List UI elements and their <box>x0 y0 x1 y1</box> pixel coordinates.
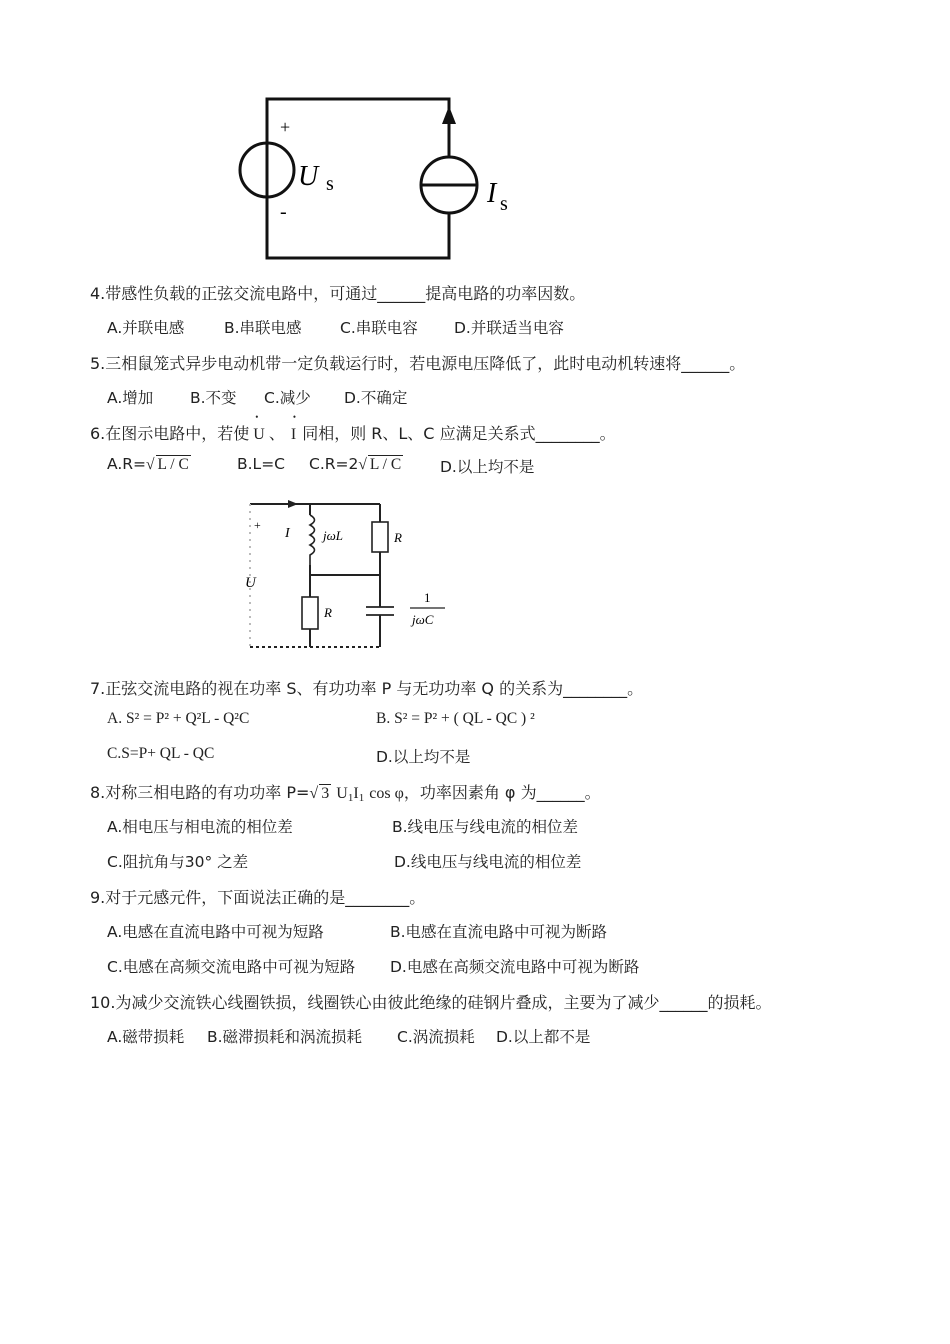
capacitor-denominator: jωC <box>412 612 434 627</box>
q8-radicand: 3 <box>321 785 330 802</box>
sqrt-sign: √ <box>358 456 367 473</box>
q6-stem-pre: 6.在图示电路中，若使 <box>90 424 250 443</box>
is-subscript: s <box>500 193 508 215</box>
q6-option-a-prefix: A.R= <box>107 455 147 473</box>
q8-option-c[interactable]: C.阻抗角与30° 之差 <box>107 853 249 871</box>
q4-option-a[interactable]: A.并联电感 <box>107 319 185 337</box>
u-phasor: • U <box>253 426 265 443</box>
question-9-stem: 9.对于元感元件，下面说法正确的是________。 <box>90 888 426 907</box>
circuit-diagram-1 <box>230 90 530 270</box>
q6-option-c-prefix: C.R=2 <box>309 455 359 473</box>
resistor-top <box>372 522 388 552</box>
question-5-stem: 5.三相鼠笼式异步电动机带一定负载运行时，若电源电压降低了，此时电动机转速将______。 <box>90 354 746 373</box>
q8-cos: cos φ <box>369 785 404 802</box>
q8-current-sub: 1 <box>358 792 365 804</box>
q6-option-a-radicand: L / C <box>157 456 189 473</box>
q8-voltage: U <box>336 785 348 802</box>
q8-stem-pre: 8.对称三相电路的有功功率 P= <box>90 783 310 802</box>
minus-sign: - <box>280 201 287 223</box>
q5-option-a[interactable]: A.增加 <box>107 389 154 407</box>
current-arrow <box>288 500 298 508</box>
i-phasor: • I <box>291 426 296 443</box>
q6-option-a[interactable] <box>107 455 191 474</box>
q5-option-c[interactable]: C.减少 <box>264 389 311 407</box>
capacitor-numerator: 1 <box>424 590 431 605</box>
q8-option-d[interactable]: D.线电压与线电流的相位差 <box>394 853 582 871</box>
plus-sign: + <box>254 518 261 532</box>
sqrt-sign: √ <box>146 456 155 473</box>
q7-option-d[interactable]: D.以上均不是 <box>376 748 471 766</box>
q4-option-b[interactable]: B.串联电感 <box>224 319 302 337</box>
us-subscript: s <box>326 173 334 195</box>
q10-option-a[interactable]: A.磁带损耗 <box>107 1028 185 1046</box>
q6-option-c-radicand: L / C <box>369 456 402 473</box>
q7-option-a[interactable]: A. S² = P² + Q²L - Q²C <box>107 710 250 727</box>
q8-stem-post: ，功率因素角 φ 为______。 <box>403 783 601 802</box>
q9-option-a[interactable]: A.电感在直流电路中可视为短路 <box>107 923 324 941</box>
q8-option-b[interactable]: B.线电压与线电流的相位差 <box>392 818 579 836</box>
q10-option-c[interactable]: C.涡流损耗 <box>397 1028 475 1046</box>
question-10-stem: 10.为减少交流铁心线圈铁损，线圈铁心由彼此绝缘的硅钢片叠成，主要为了减少______的损耗。 <box>90 993 772 1012</box>
plus-sign: + <box>280 117 291 137</box>
question-6-stem <box>90 421 616 444</box>
resistor-bottom <box>302 597 318 629</box>
q8-current: I <box>353 785 359 802</box>
q6-option-c[interactable] <box>309 455 403 474</box>
q8-voltage-sub: 1 <box>347 792 354 804</box>
q6-option-d[interactable]: D.以上均不是 <box>440 458 535 476</box>
sqrt-sign: √ <box>309 785 319 802</box>
resistor-top-label: R <box>394 530 402 545</box>
q9-option-b[interactable]: B.电感在直流电路中可视为断路 <box>390 923 608 941</box>
q10-option-d[interactable]: D.以上都不是 <box>496 1028 591 1046</box>
q6-separator: 、 <box>268 424 285 443</box>
q6-stem-post: 同相，则 R、L、C 应满足关系式________。 <box>302 424 616 443</box>
q7-option-c[interactable]: C.S=P+ QL - QC <box>107 745 215 762</box>
question-7-stem: 7.正弦交流电路的视在功率 S、有功功率 P 与无功功率 Q 的关系为________。 <box>90 679 644 698</box>
q8-option-a[interactable]: A.相电压与相电流的相位差 <box>107 818 293 836</box>
q5-option-d[interactable]: D.不确定 <box>344 389 408 407</box>
circuit-diagram-2 <box>240 495 470 660</box>
is-label: I <box>487 178 497 209</box>
question-8-stem <box>90 780 601 804</box>
resistor-bottom-label: R <box>324 605 332 620</box>
voltage-label: U <box>245 575 256 591</box>
q4-option-c[interactable]: C.串联电容 <box>340 319 418 337</box>
question-4-stem: 4.带感性负载的正弦交流电路中，可通过______提高电路的功率因数。 <box>90 284 586 303</box>
current-label: I <box>285 526 290 541</box>
q9-option-d[interactable]: D.电感在高频交流电路中可视为断路 <box>390 958 640 976</box>
inductor-label: jωL <box>323 528 344 543</box>
q10-option-b[interactable]: B.磁滞损耗和涡流损耗 <box>207 1028 363 1046</box>
current-direction-arrow <box>442 106 456 124</box>
q4-option-d[interactable]: D.并联适当电容 <box>454 319 564 337</box>
q9-option-c[interactable]: C.电感在高频交流电路中可视为短路 <box>107 958 356 976</box>
us-label: U <box>298 161 319 192</box>
q7-option-b[interactable]: B. S² = P² + ( QL - QC ) ² <box>376 710 535 727</box>
q5-option-b[interactable]: B.不变 <box>190 389 237 407</box>
q6-option-b[interactable]: B.L=C <box>237 455 286 473</box>
